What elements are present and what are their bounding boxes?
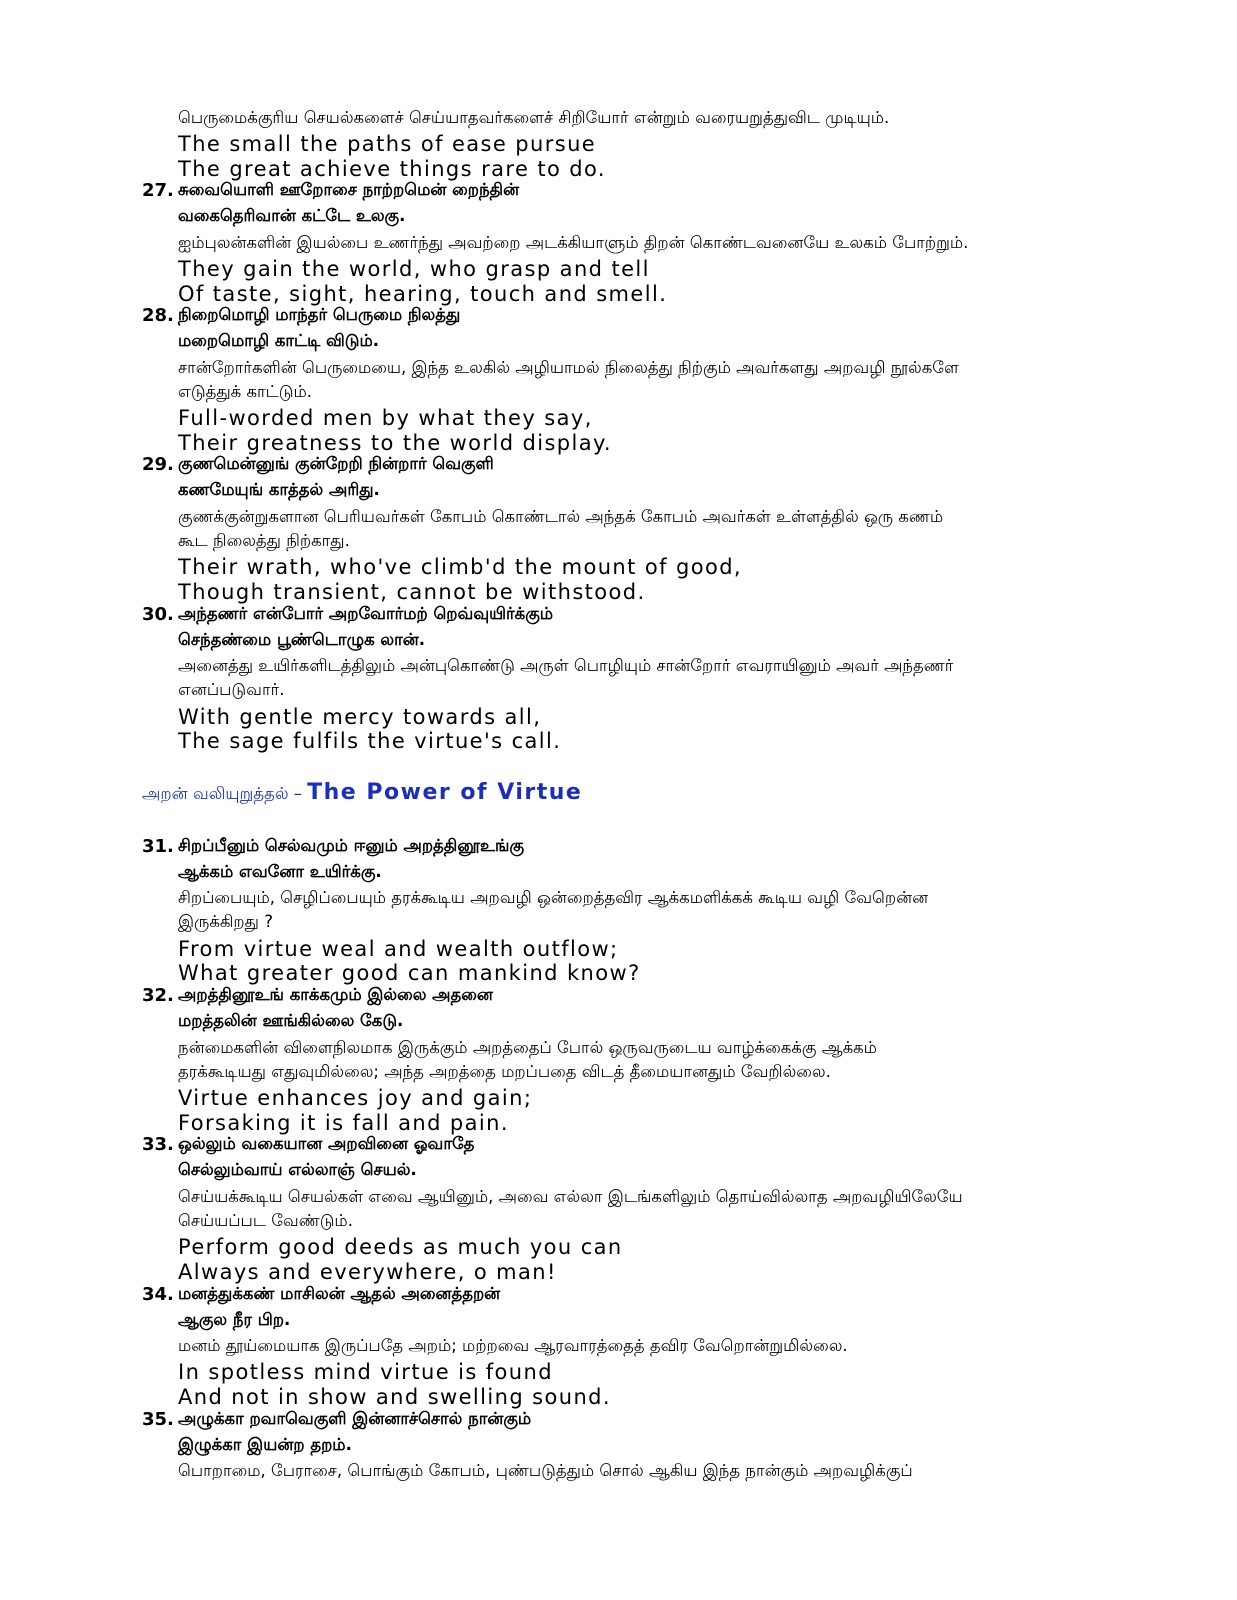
tamil-explanation-line: மனம் தூய்மையாக இருப்பதே அறம்; மற்றவை ஆரவாரத்தைத் தவிர வேறொன்றுமில்லை.: [178, 1336, 848, 1355]
kural-line-2: ஆகுல நீர பிற.: [178, 1310, 291, 1329]
tamil-explanation-line-1: நன்மைகளின் விளைநிலமாக இருக்கும் அறத்தைப் போல் ஒருவருடைய வாழ்க்கைக்கு ஆக்கம்: [178, 1038, 877, 1057]
kural-line-1: அழுக்கா றவாவெகுளி இன்னாச்சொல் நான்கும்: [178, 1409, 532, 1428]
verse-number: 28.: [142, 305, 174, 326]
english-translation-line-1: They gain the world, who grasp and tell: [178, 257, 650, 281]
english-translation-line-1: Their wrath, who've climb'd the mount of good,: [178, 555, 743, 579]
english-translation-line-1: From virtue weal and wealth outflow;: [178, 937, 619, 961]
verse-number: 34.: [142, 1284, 174, 1305]
english-translation-line-2: Of taste, sight, hearing, touch and smell.: [178, 282, 668, 306]
tamil-explanation-line-1: குணக்குன்றுகளான பெரியவர்கள் கோபம் கொண்டால் அந்தக் கோபம் அவர்கள் உள்ளத்தில் ஒரு கணம்: [178, 507, 944, 526]
tamil-explanation-line-2: எனப்படுவார்.: [178, 680, 285, 699]
verse-number: 31.: [142, 836, 174, 857]
english-translation-line-1: Full-worded men by what they say,: [178, 406, 593, 430]
kural-line-1: சிறப்பீனும் செல்வமும் ஈனும் அறத்தினூஉங்கு: [178, 836, 525, 855]
kural-line-1: ஒல்லும் வகையான அறவினை ஓவாதே: [178, 1134, 475, 1153]
tamil-explanation-line-1: சிறப்பையும், செழிப்பையும் தரக்கூடிய அறவழி ஒன்றைத்தவிர ஆக்கமளிக்கக் கூடிய வழி வேறென்ன: [178, 888, 929, 907]
tamil-explanation-line-2: செய்யப்பட வேண்டும்.: [178, 1211, 353, 1230]
verse-number: 33.: [142, 1134, 174, 1155]
english-translation-line-1: Perform good deeds as much you can: [178, 1235, 623, 1259]
kural-line-2: வகைதெரிவான் கட்டே உலகு.: [178, 206, 406, 225]
kural-line-1: சுவையொளி ஊறோசை நாற்றமென் றைந்தின்: [178, 180, 520, 199]
tamil-explanation-line-2: கூட நிலைத்து நிற்காது.: [178, 531, 350, 550]
english-translation-line-2: The sage fulfils the virtue's call.: [178, 729, 562, 753]
section-heading-english: The Power of Virtue: [307, 780, 583, 805]
kural-line-2: ஆக்கம் எவனோ உயிர்க்கு.: [178, 862, 382, 881]
kural-line-1: அந்தணர் என்போர் அறவோர்மற் றெவ்வுயிர்க்கும்: [178, 604, 554, 623]
tamil-explanation-line-1: பொறாமை, பேராசை, பொங்கும் கோபம், புண்படுத்தும் சொல் ஆகிய இந்த நான்கும் அறவழிக்குப்: [178, 1461, 913, 1480]
verse-number: 32.: [142, 985, 174, 1006]
kural-line-2: மறத்தலின் ஊங்கில்லை கேடு.: [178, 1011, 404, 1030]
kural-line-2: செல்லும்வாய் எல்லாஞ் செயல்.: [178, 1160, 417, 1179]
english-translation-line-2: Always and everywhere, o man!: [178, 1260, 557, 1284]
english-translation-line-2: Though transient, cannot be withstood.: [178, 580, 646, 604]
intro-english-line-1: The small the paths of ease pursue: [178, 132, 597, 156]
english-translation-line-2: And not in show and swelling sound.: [178, 1385, 611, 1409]
verse-number: 35.: [142, 1409, 174, 1430]
english-translation-line-1: Virtue enhances joy and gain;: [178, 1086, 533, 1110]
verse-number: 27.: [142, 180, 174, 201]
verse-number: 29.: [142, 454, 174, 475]
kural-line-1: நிறைமொழி மாந்தர் பெருமை நிலத்து: [178, 305, 461, 324]
kural-line-2: கணமேயுங் காத்தல் அரிது.: [178, 480, 380, 499]
intro-english-line-2: The great achieve things rare to do.: [178, 157, 606, 181]
english-translation-line-2: Their greatness to the world display.: [178, 431, 612, 455]
english-translation-line-2: What greater good can mankind know?: [178, 961, 641, 985]
tamil-explanation-line-2: எடுத்துக் காட்டும்.: [178, 382, 313, 401]
tamil-explanation-line-1: அனைத்து உயிர்களிடத்திலும் அன்புகொண்டு அருள் பொழியும் சான்றோர் எவராயினும் அவர் அந்தணர்: [178, 656, 954, 675]
tamil-explanation-line: ஐம்புலன்களின் இயல்பை உணர்ந்து அவற்றை அடக்கியாளும் திறன் கொண்டவனையே உலகம் போற்றும்.: [178, 233, 969, 252]
tamil-explanation-line-1: சான்றோர்களின் பெருமையை, இந்த உலகில் அழியாமல் நிலைத்து நிற்கும் அவர்களது அறவழி நூல்களே: [178, 358, 959, 377]
verse-number: 30.: [142, 604, 174, 625]
english-translation-line-1: In spotless mind virtue is found: [178, 1360, 553, 1384]
english-translation-line-1: With gentle mercy towards all,: [178, 705, 542, 729]
section-heading-tamil: அறன் வலியுறுத்தல் –: [142, 784, 303, 803]
tamil-explanation-line-1: செய்யக்கூடிய செயல்கள் எவை ஆயினும், அவை எல்லா இடங்களிலும் தொய்வில்லாத அறவழியிலேயே: [178, 1187, 963, 1206]
kural-line-2: செந்தண்மை பூண்டொழுக லான்.: [178, 630, 426, 649]
kural-line-2: இழுக்கா இயன்ற தறம்.: [178, 1435, 352, 1454]
kural-line-1: குணமென்னுங் குன்றேறி நின்றார் வெகுளி: [178, 454, 494, 473]
intro-tamil-line: பெருமைக்குரிய செயல்களைச் செய்யாதவர்களைச் சிறியோர் என்றும் வரையறுத்துவிட முடியும்.: [178, 108, 890, 127]
section-heading: [142, 782, 582, 804]
tamil-explanation-line-2: இருக்கிறது ?: [178, 912, 273, 931]
kural-line-1: அறத்தினூஉங் காக்கமும் இல்லை அதனை: [178, 985, 493, 1004]
english-translation-line-2: Forsaking it is fall and pain.: [178, 1111, 509, 1135]
tamil-explanation-line-2: தரக்கூடியது எதுவுமில்லை; அந்த அறத்தை மறப்பதை விடத் தீமையானதும் வேறில்லை.: [178, 1062, 831, 1081]
kural-line-2: மறைமொழி காட்டி விடும்.: [178, 331, 380, 350]
kural-line-1: மனத்துக்கண் மாசிலன் ஆதல் அனைத்தறன்: [178, 1284, 501, 1303]
